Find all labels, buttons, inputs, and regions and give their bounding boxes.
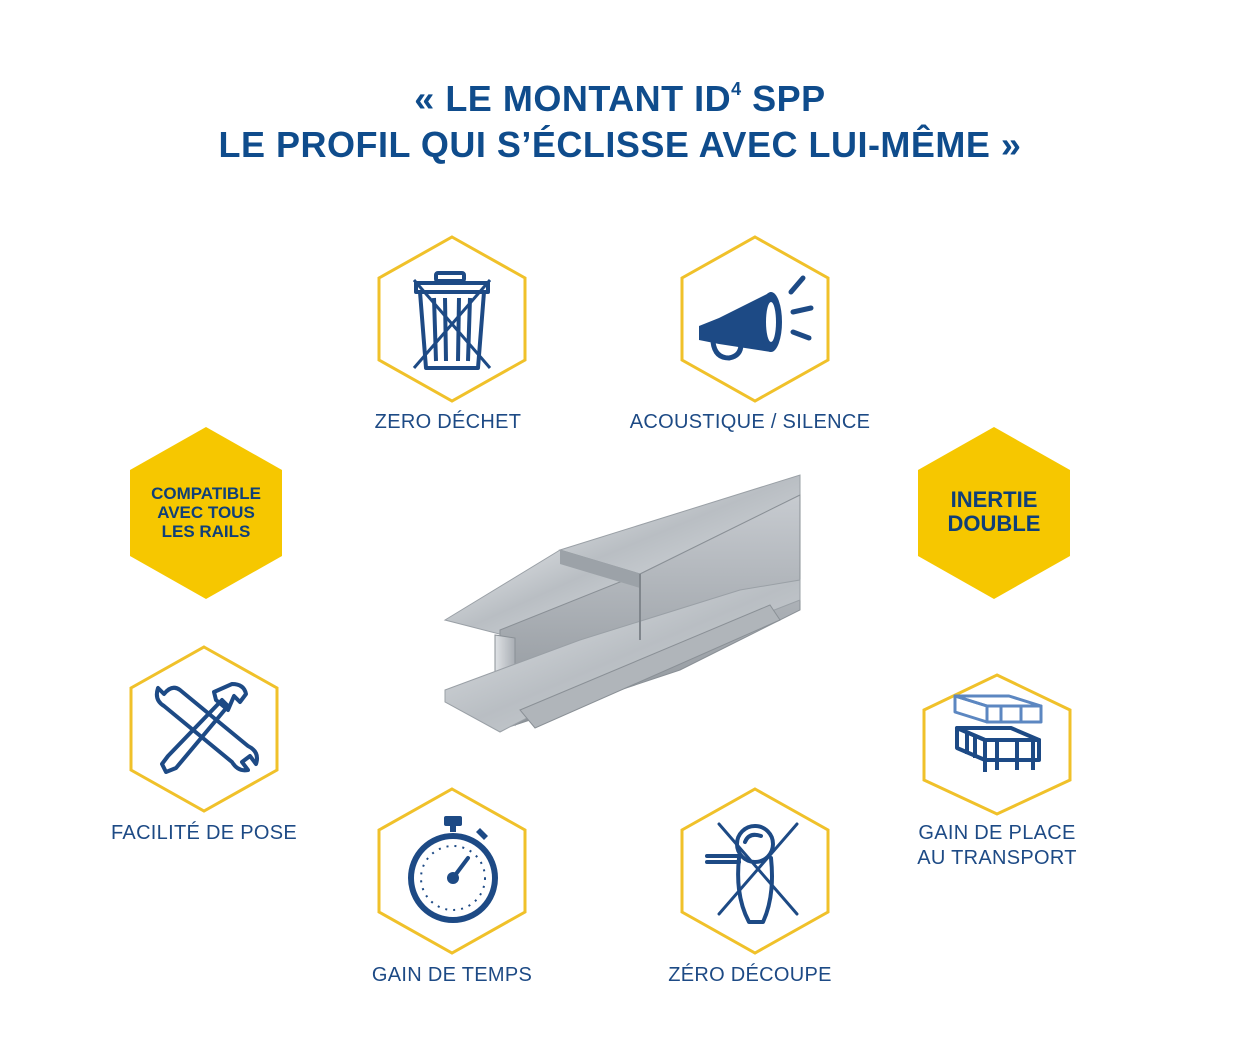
zero-dechet-label: ZERO DÉCHET bbox=[374, 411, 522, 433]
gain-place-label: GAIN DE PLACE AU TRANSPORT bbox=[917, 822, 1077, 869]
gain-temps-hexagon bbox=[376, 786, 528, 956]
acoustique-label: ACOUSTIQUE / SILENCE bbox=[629, 411, 871, 433]
zero-decoupe-label: ZÉRO DÉCOUPE bbox=[668, 964, 832, 986]
page-title bbox=[0, 76, 1240, 168]
stopwatch-icon bbox=[411, 816, 495, 920]
acoustique-hexagon bbox=[679, 234, 831, 404]
trash-crossed-icon bbox=[414, 273, 490, 368]
product-image-montant-profile bbox=[440, 470, 802, 745]
facilite-pose-hexagon bbox=[128, 644, 280, 814]
grinder-crossed-icon bbox=[707, 824, 797, 922]
zero-decoupe-hexagon bbox=[679, 786, 831, 956]
inertie-badge-text: INERTIE DOUBLE bbox=[947, 487, 1041, 536]
megaphone-icon bbox=[699, 278, 811, 358]
title-line-1: « LE MONTANT $ID^4$ SPP bbox=[414, 78, 826, 119]
pallet-icon bbox=[955, 696, 1041, 772]
facilite-pose-label: FACILITÉ DE POSE bbox=[111, 822, 297, 844]
title-line-2: LE PROFIL QUI S’ÉCLISSE AVEC LUI-MÊME » bbox=[218, 124, 1022, 165]
zero-dechet-hexagon bbox=[376, 234, 528, 404]
tools-icon bbox=[157, 684, 257, 772]
compatible-badge-text: COMPATIBLE AVEC TOUS LES RAILS bbox=[151, 484, 261, 541]
gain-place-hexagon bbox=[921, 672, 1073, 817]
gain-temps-label: GAIN DE TEMPS bbox=[371, 964, 533, 986]
